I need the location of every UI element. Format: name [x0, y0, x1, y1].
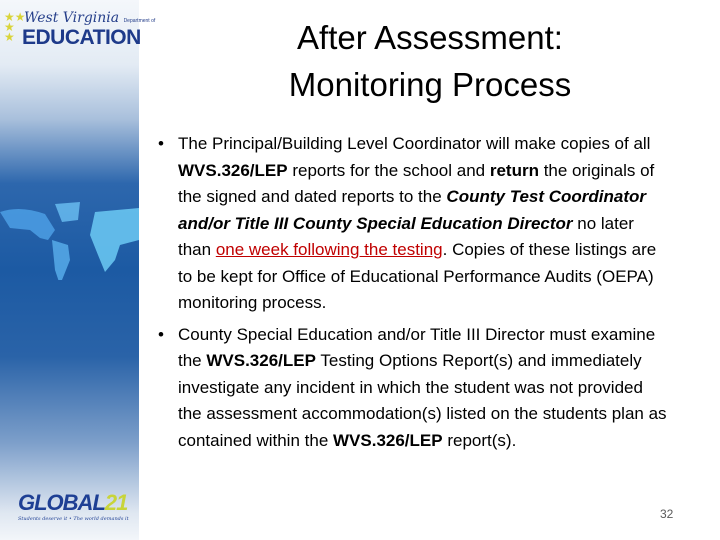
stars-icon: ★★ ★ ★ [4, 10, 26, 44]
bullet-item [158, 322, 670, 455]
bullet-text: return [489, 160, 539, 180]
bullet-text: WVS.326/LEP [206, 351, 316, 370]
bullet-text: reports for the school and [287, 160, 490, 180]
bullet-text: WVS.326/LEP [178, 160, 288, 180]
bullet-text: County Special Education and/or Title III Director must examine the [178, 324, 656, 370]
title-line-2: Monitoring Process [288, 66, 572, 103]
global-text: GLOBAL [18, 490, 105, 515]
bullet-text: Testing Options Report(s) and immediately investigate any incident in which the student was not provided the assessment accommodation(s) listed on the students plan as contained within the [178, 351, 667, 450]
global-tagline: Students deserve it • The world demands it [18, 516, 129, 522]
sidebar-banner [0, 0, 156, 540]
bullet-icon: • [158, 324, 164, 344]
logo-education-text: EDUCATION [22, 26, 141, 49]
page-number: 32 [660, 507, 674, 521]
wv-education-logo [4, 10, 156, 56]
bullet-text: . Copies of these listings are to be kept for Office of Educational Performance Audits (OEPA) monitoring process. [178, 240, 657, 312]
bullet-text: WVS.326/LEP [333, 430, 443, 450]
title-line-1: After Assessment: [297, 19, 563, 56]
world-map-icon [0, 200, 139, 280]
logo-text: West Virginia [24, 10, 120, 26]
bullet-list [158, 131, 670, 459]
bullet-text: County Test Coordinator and/or Title III County Special Education Director [178, 187, 647, 233]
bullet-text: The Principal/Building Level Coordinator will make copies of all [178, 134, 651, 153]
slide-title [200, 14, 660, 108]
global21-logo [18, 490, 128, 522]
bullet-text: report(s). [442, 430, 517, 450]
bullet-text: no later than [178, 213, 634, 259]
logo-dept-text: Department of [123, 18, 156, 24]
global-number: 21 [104, 490, 128, 515]
underlined-text: one week following the testing [215, 240, 443, 259]
bullet-icon: • [158, 134, 164, 153]
bullet-item [158, 131, 670, 317]
bullet-text: the originals of the signed and dated reports to the [178, 160, 655, 206]
